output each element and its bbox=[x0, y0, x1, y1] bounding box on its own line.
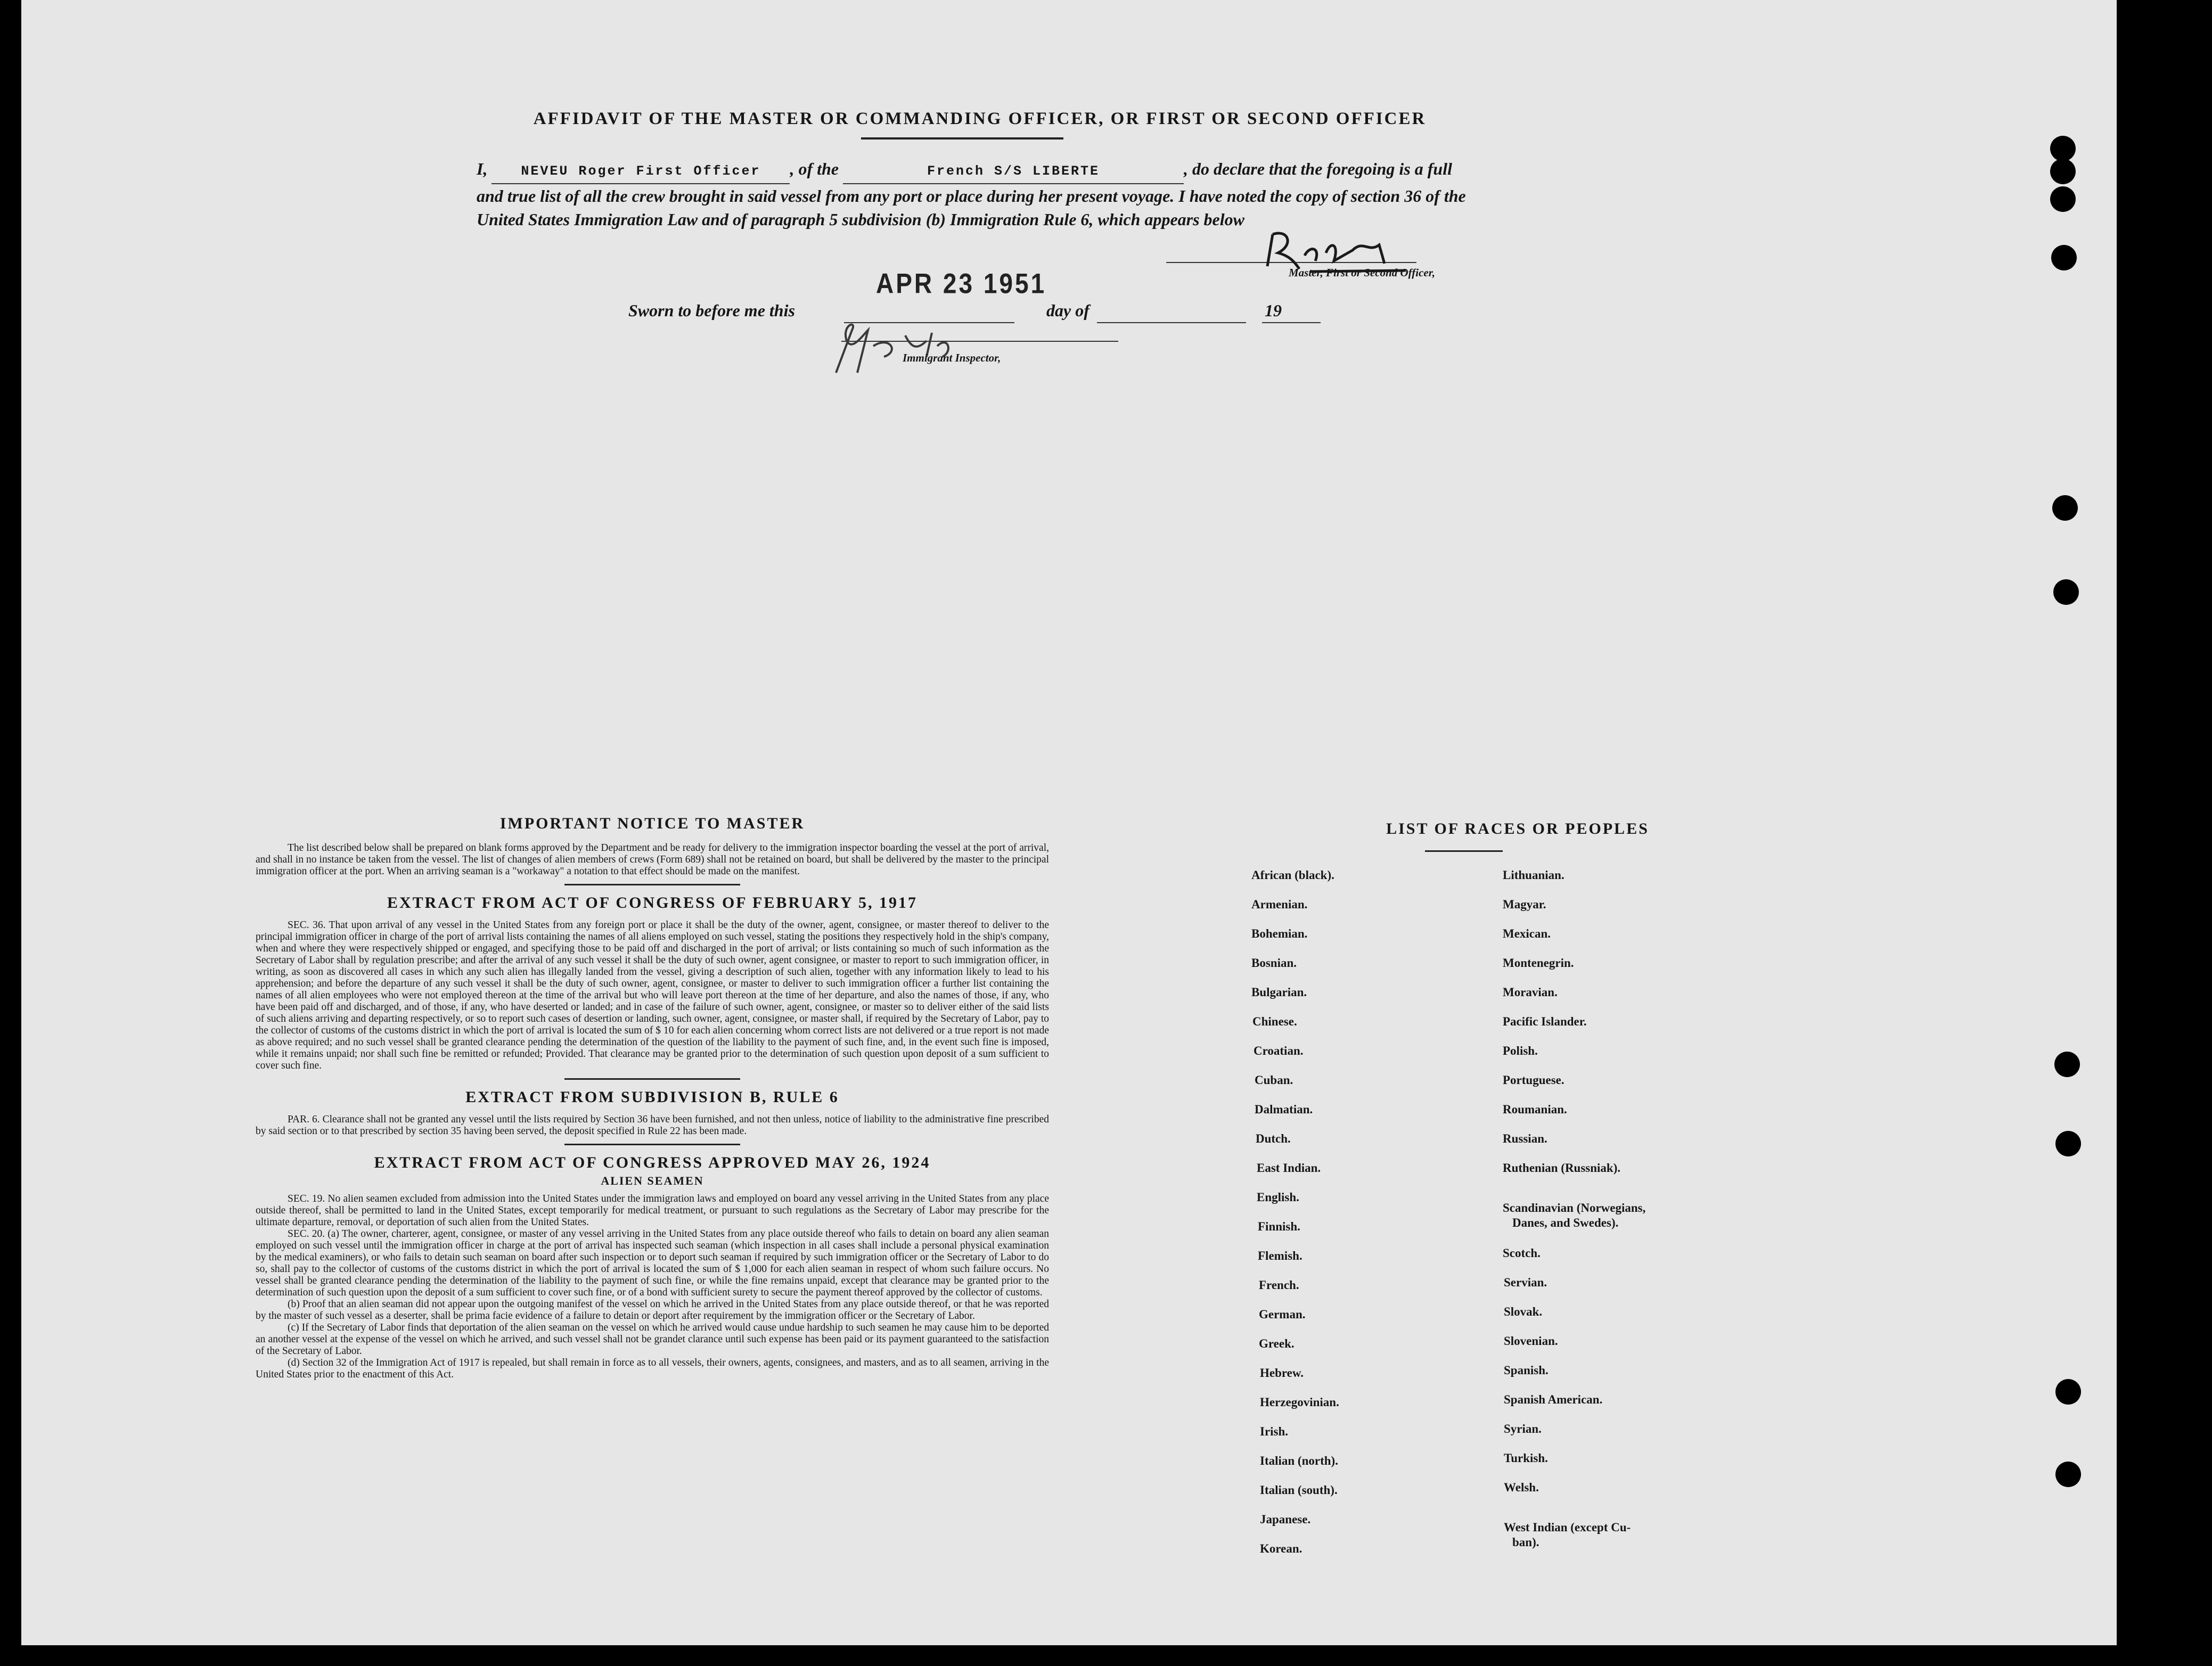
date-stamp: APR 23 1951 bbox=[876, 267, 1047, 299]
manifest-page bbox=[21, 0, 2117, 1645]
of-the-label: , of the bbox=[790, 159, 839, 178]
race-item: Portuguese. bbox=[1503, 1073, 1564, 1087]
race-item: Finnish. bbox=[1258, 1220, 1300, 1233]
declaration-body: that the foregoing is a full and true list of all the crew brought in said vessel from any port or place during her present voyage. I have noted the copy of section 36 of the United States Immigration Law and of paragraph 5 subdivision (b) Immigration Rule 6, which appears below bbox=[477, 159, 1466, 229]
race-item: Italian (north). bbox=[1260, 1454, 1338, 1467]
legal-notices bbox=[256, 815, 1049, 1381]
extract-rule6-text bbox=[256, 1114, 1049, 1137]
extract-rule6-title: EXTRACT FROM SUBDIVISION B, RULE 6 bbox=[465, 1088, 839, 1106]
races-title-underline bbox=[1425, 850, 1503, 852]
race-item: Irish. bbox=[1260, 1425, 1289, 1438]
punch-hole bbox=[2050, 159, 2076, 184]
race-item: Bohemian. bbox=[1251, 927, 1308, 940]
race-item: Armenian. bbox=[1251, 898, 1308, 911]
race-item: Scandinavian (Norwegians, bbox=[1503, 1201, 1646, 1214]
sec20a-text bbox=[256, 1228, 1049, 1299]
race-item: Roumanian. bbox=[1503, 1103, 1567, 1116]
punch-hole bbox=[2055, 1462, 2081, 1487]
sec20c-text bbox=[256, 1322, 1049, 1357]
title-underline bbox=[861, 137, 1063, 139]
race-item: Magyar. bbox=[1503, 898, 1546, 911]
race-item: Bulgarian. bbox=[1251, 986, 1307, 999]
race-item: Italian (south). bbox=[1260, 1483, 1338, 1497]
race-item: Cuban. bbox=[1255, 1073, 1293, 1087]
race-item: African (black). bbox=[1251, 868, 1334, 882]
race-item: Greek. bbox=[1259, 1337, 1295, 1350]
race-item: Ruthenian (Russniak). bbox=[1503, 1161, 1621, 1175]
sec20b-body: (b) Proof that an alien seaman did not appear upon the outgoing manifest of the vessel on which he arrived in the United States from any place outside thereof, or that he was reported by the master of such vessel as a deserter, shall be prima facie evidence of a failure to detain or deport after requirement by the immigration officer or the Secretary of Labor. bbox=[256, 1299, 1049, 1322]
race-item: Russian. bbox=[1503, 1132, 1547, 1145]
notice-text bbox=[256, 842, 1049, 877]
race-item: Montenegrin. bbox=[1503, 956, 1574, 970]
race-item: ban). bbox=[1512, 1536, 1539, 1549]
race-item: Dutch. bbox=[1256, 1132, 1291, 1145]
race-item: West Indian (except Cu- bbox=[1504, 1521, 1631, 1534]
race-item: Turkish. bbox=[1504, 1451, 1548, 1465]
punch-hole bbox=[2054, 1052, 2080, 1077]
sworn-year-line bbox=[1262, 322, 1321, 323]
extract-1924-title: EXTRACT FROM ACT OF CONGRESS APPROVED MAY 26, 1924 bbox=[374, 1154, 931, 1171]
races-title: LIST OF RACES OR PEOPLES bbox=[1386, 820, 1649, 838]
sworn-label: Sworn to before me this bbox=[628, 301, 795, 320]
race-item: Spanish. bbox=[1504, 1364, 1549, 1377]
race-item: Moravian. bbox=[1503, 986, 1558, 999]
year-prefix: 19 bbox=[1265, 301, 1282, 320]
punch-hole bbox=[2050, 186, 2076, 212]
sworn-month-line bbox=[1097, 322, 1246, 323]
declare-label: , do declare bbox=[1184, 159, 1265, 178]
affidavit-title: AFFIDAVIT OF THE MASTER OR COMMANDING OFFICER, OR FIRST OR SECOND OFFICER bbox=[533, 109, 1427, 128]
notice-text-body: The list described below shall be prepared on blank forms approved by the Department and be ready for delivery to the immigration inspector boarding the vessel at the port of arrival, and shall in no instance be taken from the vessel. The list of changes of alien members of crews (Form 689) shall not be retained on board, but shall be delivered by the master to the principal immigration officer at the port. When an arriving seaman is a "workaway" a notation to that effect should be made on the manifest. bbox=[256, 842, 1049, 877]
punch-hole bbox=[2051, 245, 2077, 270]
race-item: Flemish. bbox=[1258, 1249, 1302, 1262]
section-divider bbox=[564, 884, 740, 885]
race-item: Scotch. bbox=[1503, 1246, 1541, 1260]
sec20c-body: (c) If the Secretary of Labor finds that deportation of the alien seaman on the vessel on which he arrived would cause undue hardship to such seamen he may cause him to be deported an another vessel at the expense of the vessel on which he arrived, and such vessel shall not be grandet clarance until such expense has been paid or its payment guaranteed to the satisfaction of the Secretary of Labor. bbox=[256, 1322, 1049, 1357]
race-item: Japanese. bbox=[1260, 1513, 1311, 1526]
vessel-name-field: French S/S LIBERTE bbox=[843, 160, 1184, 184]
punch-hole bbox=[2053, 579, 2079, 605]
punch-hole bbox=[2052, 495, 2078, 521]
officer-caption: Master, First or Second Officer, bbox=[1289, 266, 1435, 279]
race-item: Servian. bbox=[1504, 1276, 1547, 1289]
extract-1917-text bbox=[256, 920, 1049, 1072]
punch-hole bbox=[2050, 136, 2076, 161]
race-item: Bosnian. bbox=[1251, 956, 1297, 970]
race-item: French. bbox=[1259, 1278, 1299, 1292]
race-item: Lithuanian. bbox=[1503, 868, 1564, 882]
race-item: Danes, and Swedes). bbox=[1512, 1216, 1619, 1229]
inspector-caption: Immigrant Inspector, bbox=[903, 351, 1001, 364]
notice-title: IMPORTANT NOTICE TO MASTER bbox=[499, 815, 805, 832]
race-item: Slovenian. bbox=[1504, 1334, 1558, 1348]
day-of-label: day of bbox=[1046, 301, 1089, 320]
section-divider bbox=[564, 1078, 740, 1080]
affidavit-declaration bbox=[477, 157, 1478, 231]
punch-hole bbox=[2055, 1131, 2081, 1156]
race-item: Polish. bbox=[1503, 1044, 1538, 1057]
punch-hole bbox=[2055, 1379, 2081, 1405]
race-item: Spanish American. bbox=[1504, 1393, 1603, 1406]
race-item: Welsh. bbox=[1504, 1481, 1539, 1494]
sec19-body: SEC. 19. No alien seamen excluded from admission into the United States under the immigration laws and employed on board any vessel arriving in the United States from any place outside thereof, shall be permitted to land in the United States, except temporarily for medical treatment, or pursuant to such regulations as the Secretary of Labor may prescribe for the ultimate departure, removal, or deportation of such alien from the United States. bbox=[256, 1193, 1049, 1228]
extract-rule6-body: PAR. 6. Clearance shall not be granted any vessel until the lists required by Section 36 have been furnished, and not then unless, notice of liability to the administrative fine prescribed by said section or to that prescribed by section 35 having been served, the deposit specified in Rule 22 has been made. bbox=[256, 1114, 1049, 1137]
section-divider bbox=[564, 1144, 740, 1145]
race-item: Mexican. bbox=[1503, 927, 1551, 940]
race-item: Chinese. bbox=[1252, 1015, 1297, 1028]
race-item: Croatian. bbox=[1254, 1044, 1304, 1057]
sec20a-body: SEC. 20. (a) The owner, charterer, agent, consignee, or master of any vessel arriving in the United States from any place outside thereof who fails to detain on board any alien seaman employed on such vessel until the immigration officer in charge at the port of arrival has inspected such seaman (which inspection in all cases shall include a personal physical examination by the medical examiners), or who fails to detain such seaman on board after such inspection or to deport such seaman if required by such immigration officer or the Secretary of Labor to do so, shall pay to the collector of customs of the customs district in which the port of arrival is located the sum of $ 1,000 for each alien seaman in respect of whom such failure occurs. No vessel shall be granted clearance pending the determination of the liability to the payment of such fine, or while the fine remains unpaid, except that clearance may be granted prior to the determination of such question upon the deposit of a sum sufficient to cover such fine, or of a bond with sufficient surety to secure the payment thereof approved by the collector of customs. bbox=[256, 1228, 1049, 1298]
race-item: Syrian. bbox=[1504, 1422, 1542, 1435]
race-item: Pacific Islander. bbox=[1503, 1015, 1587, 1028]
race-item: Korean. bbox=[1260, 1542, 1302, 1555]
race-item: English. bbox=[1257, 1191, 1299, 1204]
race-item: East Indian. bbox=[1257, 1161, 1321, 1175]
officer-name-field: NEVEU Roger First Officer bbox=[491, 160, 790, 184]
race-item: Dalmatian. bbox=[1255, 1103, 1313, 1116]
race-item: German. bbox=[1259, 1308, 1306, 1321]
inspector-signature bbox=[820, 314, 980, 383]
sec20d-body: (d) Section 32 of the Immigration Act of 1917 is repealed, but shall remain in force as to all vessels, their owners, agents, consignees, and masters, and as to all seamen, arriving in the United States prior to the enactment of this Act. bbox=[256, 1357, 1049, 1380]
sec20d-text bbox=[256, 1357, 1049, 1381]
race-item: Hebrew. bbox=[1260, 1366, 1304, 1380]
alien-seamen-subtitle: ALIEN SEAMEN bbox=[601, 1174, 704, 1187]
i-label: I, bbox=[477, 159, 488, 178]
race-item: Herzegovinian. bbox=[1260, 1396, 1339, 1409]
sec20b-text bbox=[256, 1299, 1049, 1322]
extract-1917-body: SEC. 36. That upon arrival of any vessel in the United States from any foreign port or place it shall be the duty of the owner, agent, consignee, or master thereof to deliver to the principal immigration officer in charge of the port of arrival lists containing the names of all aliens employed on such vessel, stating the positions they respectively hold in the ship's company, when and where they were respectively shipped or engaged, and specifying those to be paid off and discharged in the port of arrival; or lists containing so much of such information as the Secretary of Labor shall by regulation prescribe; and after the arrival of any such vessel it shall be the duty of such owner, agent consignee, or master to report to such immigration officer, in writing, as soon as discovered all cases in which any such alien has illegally landed from the vessel, giving a description of such alien, together with any information likely to lead to his apprehension; and before the departure of any such vessel it shall be the duty of such owner, agent, consignee, or master to deliver to such immigration officer a further list containing the names of all alien employees who were not employed thereon at the time of the arrival but who will leave port thereon at the time of her departure, and also the names of those, if any, who have been paid off and discharged, and of those, if any, who have deserted or landed; and in case of the failure of such owner, agent, consignee, or master so to deliver either of the said lists of such aliens arriving and departing respectively, or so to report such cases of desertion or landing, such owner, agent, consignee, or master shall, if required by the Secretary of Labor, pay to the collector of customs of the customs district in which the port of arrival is located the sum of $ 10 for each alien concerning whom correct lists are not delivered or a true report is not made as above required; and no such vessel shall be granted clearance pending the determination of the question of the liability to the payment of such fine, and, in the event such fine is imposed, while it remains unpaid; nor shall such fine be remitted or refunded; Provided. That clearance may be granted prior to the determination of such question upon deposit of a sum sufficient to cover such fine. bbox=[256, 920, 1049, 1071]
race-item: Slovak. bbox=[1504, 1305, 1543, 1318]
extract-1917-title: EXTRACT FROM ACT OF CONGRESS OF FEBRUARY 5, 1917 bbox=[387, 894, 918, 912]
sec19-text bbox=[256, 1193, 1049, 1228]
